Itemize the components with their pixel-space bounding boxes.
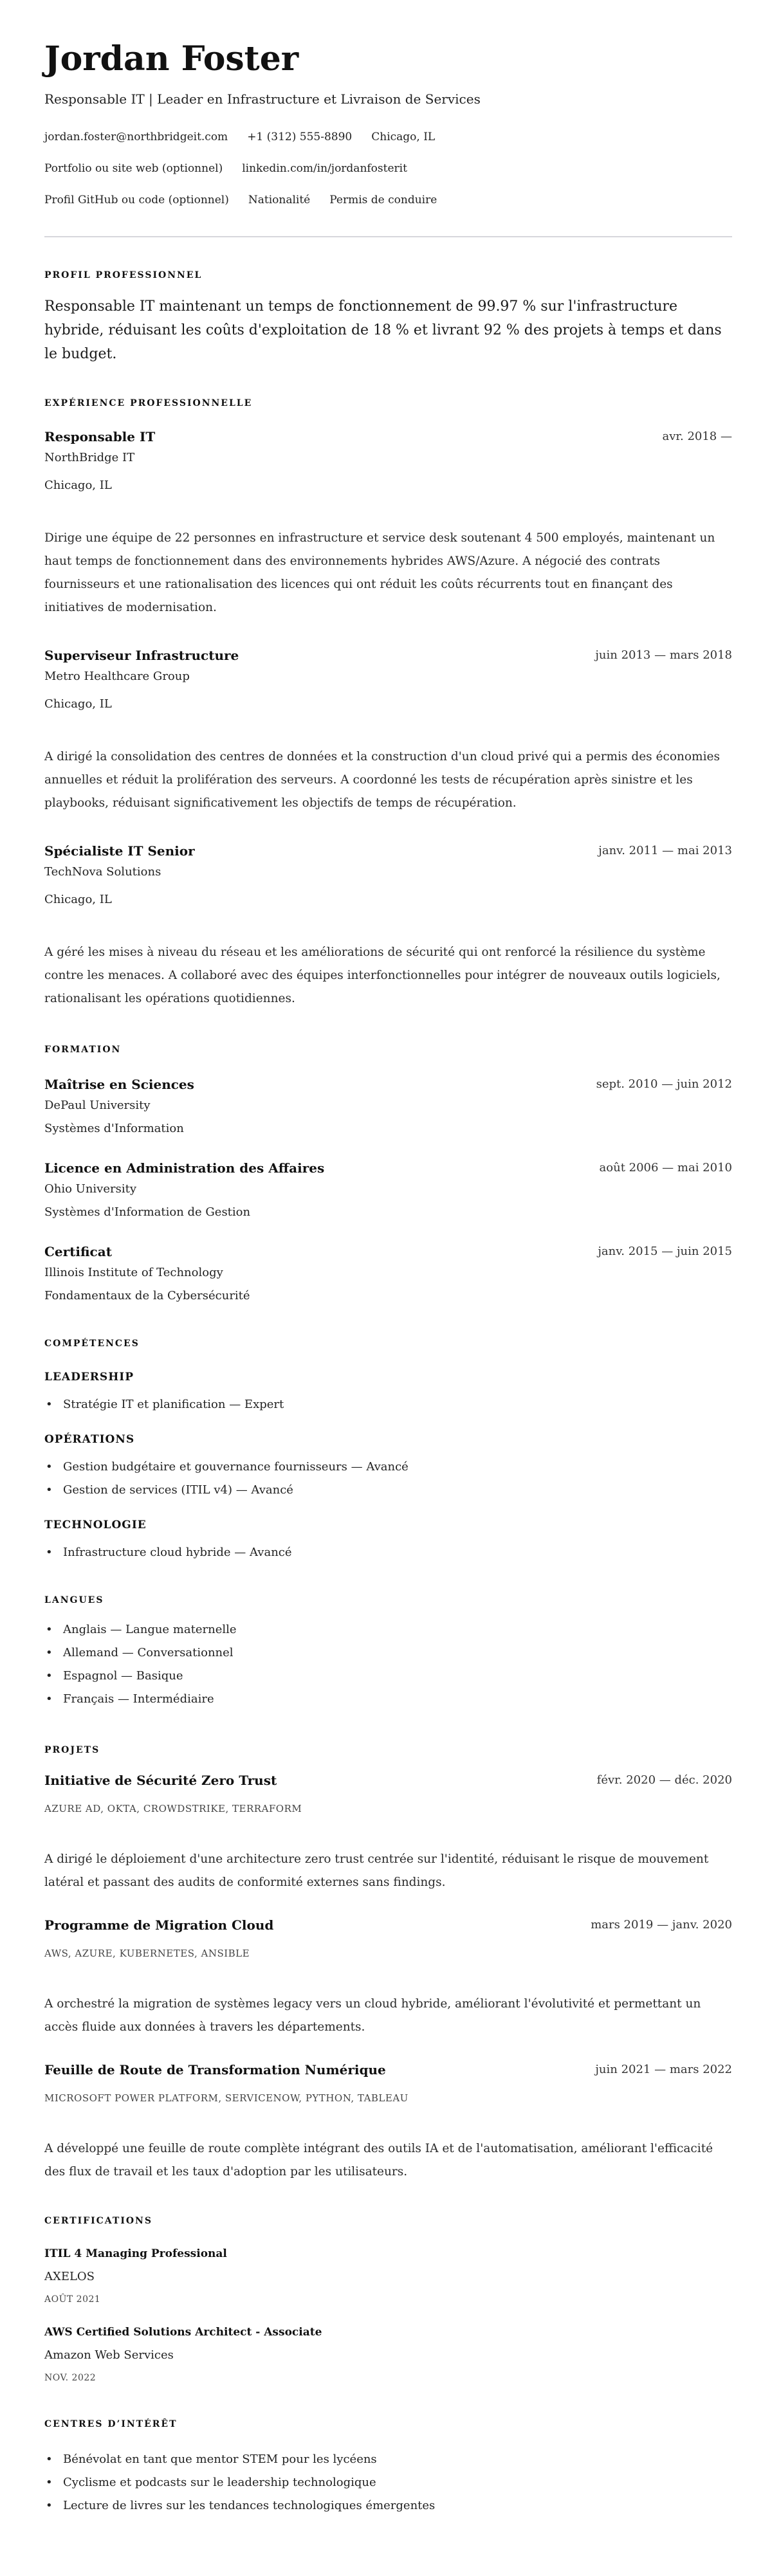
skill-group-heading: LEADERSHIP bbox=[44, 1371, 134, 1384]
experience-section bbox=[44, 397, 732, 1010]
project-dates: févr. 2020 — déc. 2020 bbox=[596, 1773, 732, 1787]
language-list bbox=[44, 1618, 732, 1711]
project-dates: juin 2021 — mars 2022 bbox=[595, 2063, 732, 2076]
linkedin-link[interactable]: linkedin.com/in/jordanfosterit bbox=[242, 162, 407, 175]
education-entry bbox=[44, 1243, 732, 1304]
job-title: Superviseur Infrastructure bbox=[44, 648, 239, 663]
section-heading: CENTRES D’INTÉRÊT bbox=[44, 2419, 178, 2429]
degree: Certificat bbox=[44, 1244, 112, 1259]
section-heading: COMPÉTENCES bbox=[44, 1338, 140, 1349]
skill-list bbox=[44, 1393, 732, 1416]
section-heading: FORMATION bbox=[44, 1045, 122, 1055]
job-location: Chicago, IL bbox=[44, 893, 112, 906]
certification-entry bbox=[44, 2325, 732, 2384]
skill-item: • Gestion de services (ITIL v4) — Avancé bbox=[44, 1479, 732, 1502]
skill-list bbox=[44, 1541, 732, 1564]
skill-item: • Gestion budgétaire et gouvernance fournisseurs — Avancé bbox=[44, 1456, 732, 1479]
project-title: Programme de Migration Cloud bbox=[44, 1917, 274, 1933]
summary-section bbox=[44, 269, 732, 366]
field-of-study: Fondamentaux de la Cybersécurité bbox=[44, 1289, 250, 1302]
languages-section bbox=[44, 1594, 732, 1711]
section-heading: PROJETS bbox=[44, 1745, 100, 1755]
email-link[interactable]: jordan.foster@northbridgeit.com bbox=[44, 131, 228, 143]
language-item: • Allemand — Conversationnel bbox=[44, 1641, 732, 1665]
certification-date: AOÛT 2021 bbox=[44, 2294, 101, 2305]
section-heading: CERTIFICATIONS bbox=[44, 2216, 152, 2226]
job-entry bbox=[44, 842, 732, 1010]
certification-issuer: Amazon Web Services bbox=[44, 2348, 174, 2362]
job-dates: avr. 2018 — bbox=[662, 430, 732, 443]
project-entry bbox=[44, 1916, 732, 2039]
certification-issuer: AXELOS bbox=[44, 2270, 95, 2283]
certification-entry bbox=[44, 2246, 732, 2306]
project-tech-tags: MICROSOFT POWER PLATFORM, SERVICENOW, PYTHON, TABLEAU bbox=[44, 2092, 409, 2104]
project-dates: mars 2019 — janv. 2020 bbox=[591, 1918, 732, 1932]
candidate-name: Jordan Foster bbox=[44, 39, 299, 78]
education-entry bbox=[44, 1075, 732, 1137]
projects-section bbox=[44, 1744, 732, 2184]
job-description: Dirige une équipe de 22 personnes en infrastructure et service desk soutenant 4 500 employés, maintenant un haut temps de fonctionnement dans des environnements hybrides AWS/Azure. A négocié des contrats fournisseurs et une rationalisation des licences qui ont réduit les coûts récurrents tout en finançant des initiatives de modernisation. bbox=[44, 531, 715, 614]
school: Ohio University bbox=[44, 1182, 137, 1196]
skill-group-heading: OPÉRATIONS bbox=[44, 1433, 135, 1446]
contact-row bbox=[44, 160, 732, 178]
job-entry bbox=[44, 646, 732, 815]
certification-title: AWS Certified Solutions Architect - Associate bbox=[44, 2326, 322, 2339]
interests-section bbox=[44, 2418, 732, 2517]
company: NorthBridge IT bbox=[44, 451, 135, 464]
summary-text: Responsable IT maintenant un temps de fonctionnement de 99.97 % sur l'infrastructure hybride, réduisant les coûts d'exploitation de 18 % et livrant 92 % des projets à temps et dans le budget. bbox=[44, 298, 722, 362]
skill-group-heading: TECHNOLOGIE bbox=[44, 1519, 147, 1531]
project-description: A développé une feuille de route complète intégrant des outils IA et de l'automatisation, améliorant l'efficacité des flux de travail et les taux d'adoption par les utilisateurs. bbox=[44, 2142, 713, 2179]
github-link[interactable]: Profil GitHub ou code (optionnel) bbox=[44, 194, 229, 206]
company: TechNova Solutions bbox=[44, 865, 161, 879]
headline: Responsable IT | Leader en Infrastructure et Livraison de Services bbox=[44, 91, 481, 107]
contact-row bbox=[44, 191, 732, 209]
nationality: Nationalité bbox=[248, 194, 311, 206]
job-title: Responsable IT bbox=[44, 429, 156, 444]
job-dates: juin 2013 — mars 2018 bbox=[595, 648, 732, 662]
project-tech-tags: AWS, AZURE, KUBERNETES, ANSIBLE bbox=[44, 1948, 250, 1959]
interest-item: • Bénévolat en tant que mentor STEM pour les lycéens bbox=[44, 2448, 732, 2471]
education-entry bbox=[44, 1159, 732, 1221]
education-dates: août 2006 — mai 2010 bbox=[599, 1161, 732, 1174]
certifications-section bbox=[44, 2215, 732, 2384]
education-dates: janv. 2015 — juin 2015 bbox=[598, 1245, 732, 1258]
project-entry bbox=[44, 1771, 732, 1894]
section-heading: EXPÉRIENCE PROFESSIONNELLE bbox=[44, 398, 253, 408]
school: Illinois Institute of Technology bbox=[44, 1266, 223, 1279]
job-description: A dirigé la consolidation des centres de données et la construction d'un cloud privé qui a permis des économies annuelles et réduit la prolifération des serveurs. A coordonné les tests de récupération après sinistre et les playbooks, réduisant significativement les objectifs de temps de récupération. bbox=[44, 750, 720, 810]
project-tech-tags: AZURE AD, OKTA, CROWDSTRIKE, TERRAFORM bbox=[44, 1803, 302, 1814]
education-section bbox=[44, 1043, 732, 1304]
job-entry bbox=[44, 428, 732, 619]
interest-item: • Cyclisme et podcasts sur le leadership technologique bbox=[44, 2471, 732, 2494]
project-entry bbox=[44, 2061, 732, 2184]
school: DePaul University bbox=[44, 1099, 151, 1112]
interest-list bbox=[44, 2448, 732, 2517]
resume-header bbox=[44, 40, 732, 237]
phone: +1 (312) 555-8890 bbox=[247, 131, 353, 143]
language-item: • Espagnol — Basique bbox=[44, 1665, 732, 1688]
company: Metro Healthcare Group bbox=[44, 670, 190, 683]
project-description: A orchestré la migration de systèmes legacy vers un cloud hybride, améliorant l'évolutivité et permettant un accès fluide aux données à travers les départements. bbox=[44, 1997, 701, 2034]
field-of-study: Systèmes d'Information bbox=[44, 1122, 184, 1135]
header-divider bbox=[44, 236, 732, 237]
job-location: Chicago, IL bbox=[44, 479, 112, 492]
project-description: A dirigé le déploiement d'une architecture zero trust centrée sur l'identité, réduisant le risque de mouvement latéral et passant des audits de conformité externes sans findings. bbox=[44, 1852, 709, 1889]
degree: Maîtrise en Sciences bbox=[44, 1077, 194, 1092]
project-title: Feuille de Route de Transformation Numérique bbox=[44, 2062, 386, 2078]
skill-item: • Stratégie IT et planification — Expert bbox=[44, 1393, 732, 1416]
field-of-study: Systèmes d'Information de Gestion bbox=[44, 1205, 251, 1219]
portfolio-link[interactable]: Portfolio ou site web (optionnel) bbox=[44, 162, 223, 175]
interest-item: • Lecture de livres sur les tendances technologiques émergentes bbox=[44, 2494, 732, 2517]
job-title: Spécialiste IT Senior bbox=[44, 843, 195, 859]
skill-item: • Infrastructure cloud hybride — Avancé bbox=[44, 1541, 732, 1564]
certification-date: NOV. 2022 bbox=[44, 2373, 96, 2383]
section-heading: PROFIL PROFESSIONNEL bbox=[44, 270, 203, 280]
section-heading: LANGUES bbox=[44, 1595, 104, 1605]
language-item: • Anglais — Langue maternelle bbox=[44, 1618, 732, 1641]
education-dates: sept. 2010 — juin 2012 bbox=[596, 1077, 732, 1091]
skills-section bbox=[44, 1337, 732, 1564]
job-description: A géré les mises à niveau du réseau et les améliorations de sécurité qui ont renforcé la résilience du système contre les menaces. A collaboré avec des équipes interfonctionnelles pour intégrer de nouveaux outils logiciels, rationalisant les opérations quotidiennes. bbox=[44, 945, 721, 1005]
job-dates: janv. 2011 — mai 2013 bbox=[598, 844, 732, 857]
contact-row bbox=[44, 128, 732, 146]
language-item: • Français — Intermédiaire bbox=[44, 1688, 732, 1711]
drivers-license: Permis de conduire bbox=[329, 194, 437, 206]
certification-title: ITIL 4 Managing Professional bbox=[44, 2247, 227, 2260]
degree: Licence en Administration des Affaires bbox=[44, 1160, 325, 1176]
project-title: Initiative de Sécurité Zero Trust bbox=[44, 1773, 277, 1788]
skill-list bbox=[44, 1456, 732, 1502]
location: Chicago, IL bbox=[371, 131, 436, 143]
job-location: Chicago, IL bbox=[44, 697, 112, 711]
